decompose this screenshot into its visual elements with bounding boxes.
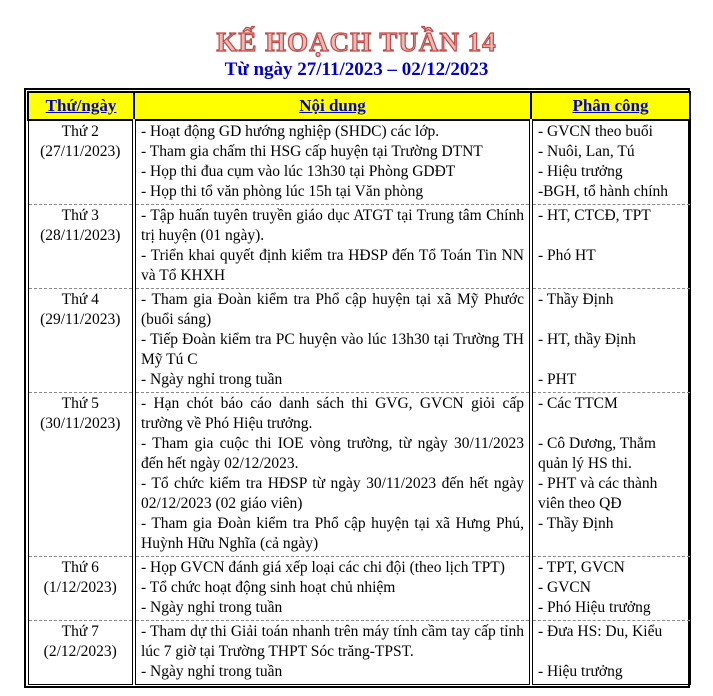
- day-label: Thứ 4: [61, 291, 99, 308]
- assignment-item: - Phó Hiệu trưởng: [538, 599, 651, 616]
- content-item: - Họp thi đua cụm vào lúc 13h30 tại Phòng GDĐT: [141, 163, 456, 180]
- content-item: - Họp GVCN đánh giá xếp loại các chi đội (theo lịch TPT): [141, 559, 505, 576]
- day-label: Thứ 3: [61, 207, 99, 224]
- assignment-item: -BGH, tổ hành chính: [538, 183, 669, 200]
- page-title: KẾ HOẠCH TUẦN 14: [216, 27, 497, 57]
- day-cell: [28, 393, 134, 557]
- day-label: Thứ 5: [61, 395, 99, 412]
- assignment-item: - Hiệu trưởng: [538, 663, 623, 680]
- assignment-item: [538, 226, 687, 246]
- date-label: (29/11/2023): [40, 311, 121, 328]
- day-cell: [28, 557, 134, 621]
- table-row: [28, 289, 690, 393]
- assignment-item: - Thầy Định: [538, 291, 614, 308]
- day-cell: [28, 621, 134, 685]
- content-item: - Tham gia Đoàn kiểm tra Phổ cập huyện tại xã Hưng Phú, Huỳnh Hữu Nghĩa (cả ngày): [141, 515, 524, 552]
- day-cell: [28, 289, 134, 393]
- content-cell: [134, 621, 531, 685]
- date-range: Từ ngày 27/11/2023 – 02/12/2023: [224, 59, 489, 80]
- assignment-cell: [531, 120, 690, 205]
- assignment-item: - PHT và các thành viên theo QĐ: [538, 475, 658, 512]
- content-item: - Tổ chức kiểm tra HĐSP từ ngày 30/11/2023 đến hết ngày 02/12/2023 (02 giáo viên): [141, 475, 524, 512]
- date-label: (27/11/2023): [40, 143, 121, 160]
- assignment-item: [538, 310, 687, 330]
- assignment-cell: [531, 621, 690, 685]
- table-row: [28, 557, 690, 621]
- table-row: [28, 120, 690, 205]
- content-item: - Tham gia Đoàn kiểm tra Phổ cập huyện tại xã Mỹ Phước (buổi sáng): [141, 291, 524, 328]
- plan-table-frame: [24, 88, 690, 688]
- day-cell: [28, 205, 134, 289]
- day-label: Thứ 6: [61, 559, 99, 576]
- date-label: (1/12/2023): [43, 579, 117, 596]
- table-row: [28, 393, 690, 557]
- content-item: - Ngày nghỉ trong tuần: [141, 599, 283, 616]
- assignment-item: [538, 414, 687, 434]
- assignment-item: - HT, thầy Định: [538, 331, 636, 348]
- content-item: - Ngày nghỉ trong tuần: [141, 371, 283, 388]
- weekly-plan-document: [0, 27, 713, 688]
- content-item: - Ngày nghỉ trong tuần: [141, 663, 283, 680]
- content-item: - Tiếp Đoàn kiểm tra PC huyện vào lúc 13h30 tại Trường TH Mỹ Tú C: [141, 331, 524, 368]
- assignment-cell: [531, 289, 690, 393]
- content-cell: [134, 393, 531, 557]
- assignment-item: - Các TTCM: [538, 395, 618, 412]
- content-item: - Hạn chót báo cáo danh sách thi GVG, GVCN giỏi cấp trường về Phó Hiệu trưởng.: [141, 395, 524, 432]
- content-item: - Tổ chức hoạt động sinh hoạt chủ nhiệm: [141, 579, 396, 596]
- assignment-item: - GVCN theo buổi: [538, 123, 653, 140]
- table-row: [28, 621, 690, 685]
- date-label: (28/11/2023): [40, 227, 121, 244]
- table-row: [28, 205, 690, 289]
- assignment-item: [538, 350, 687, 370]
- assignment-item: - Hiệu trưởng: [538, 163, 623, 180]
- content-item: - Tham gia cuộc thi IOE vòng trường, từ ngày 30/11/2023 đến hết ngày 02/12/2023.: [141, 435, 524, 472]
- content-cell: [134, 120, 531, 205]
- assignment-cell: [531, 205, 690, 289]
- plan-table: [27, 91, 691, 685]
- content-item: - Hoạt động GD hướng nghiệp (SHDC) các lớp.: [141, 123, 440, 140]
- day-label: Thứ 7: [61, 623, 99, 640]
- assignment-item: - GVCN: [538, 579, 591, 596]
- content-item: - Tham gia chấm thi HSG cấp huyện tại Trường DTNT: [141, 143, 483, 160]
- date-label: (2/12/2023): [43, 643, 117, 660]
- col-header-content: Nội dung: [134, 92, 531, 120]
- assignment-item: - PHT: [538, 371, 577, 388]
- day-label: Thứ 2: [61, 123, 99, 140]
- assignment-item: - Cô Dương, Thẳm quản lý HS thi.: [538, 435, 656, 472]
- content-item: - Tập huấn tuyên truyền giáo dục ATGT tại Trung tâm Chính trị huyện (01 ngày).: [141, 207, 524, 244]
- content-cell: [134, 289, 531, 393]
- col-header-day: Thứ/ngày: [28, 92, 134, 120]
- assignment-item: - Đưa HS: Du, Kiểu: [538, 623, 663, 640]
- content-item: - Triển khai quyết định kiểm tra HĐSP đến Tổ Toán Tin NN và Tổ KHXH: [141, 247, 524, 284]
- date-label: (30/11/2023): [40, 415, 121, 432]
- header-row: [28, 92, 690, 120]
- content-item: - Tham dự thi Giải toán nhanh trên máy tính cầm tay cấp tỉnh lúc 7 giờ tại Trường THPT Sóc trăng-TPST.: [141, 623, 524, 660]
- col-header-assignment: Phân công: [531, 92, 690, 120]
- assignment-cell: [531, 393, 690, 557]
- assignment-item: - Thầy Định: [538, 515, 614, 532]
- assignment-item: - Nuôi, Lan, Tú: [538, 143, 635, 160]
- day-cell: [28, 120, 134, 205]
- assignment-item: [538, 642, 687, 662]
- assignment-item: - TPT, GVCN: [538, 559, 625, 576]
- assignment-item: - HT, CTCĐ, TPT: [538, 207, 651, 224]
- assignment-cell: [531, 557, 690, 621]
- content-item: - Họp thi tổ văn phòng lúc 15h tại Văn phòng: [141, 183, 424, 200]
- content-cell: [134, 205, 531, 289]
- assignment-item: - Phó HT: [538, 247, 596, 264]
- content-cell: [134, 557, 531, 621]
